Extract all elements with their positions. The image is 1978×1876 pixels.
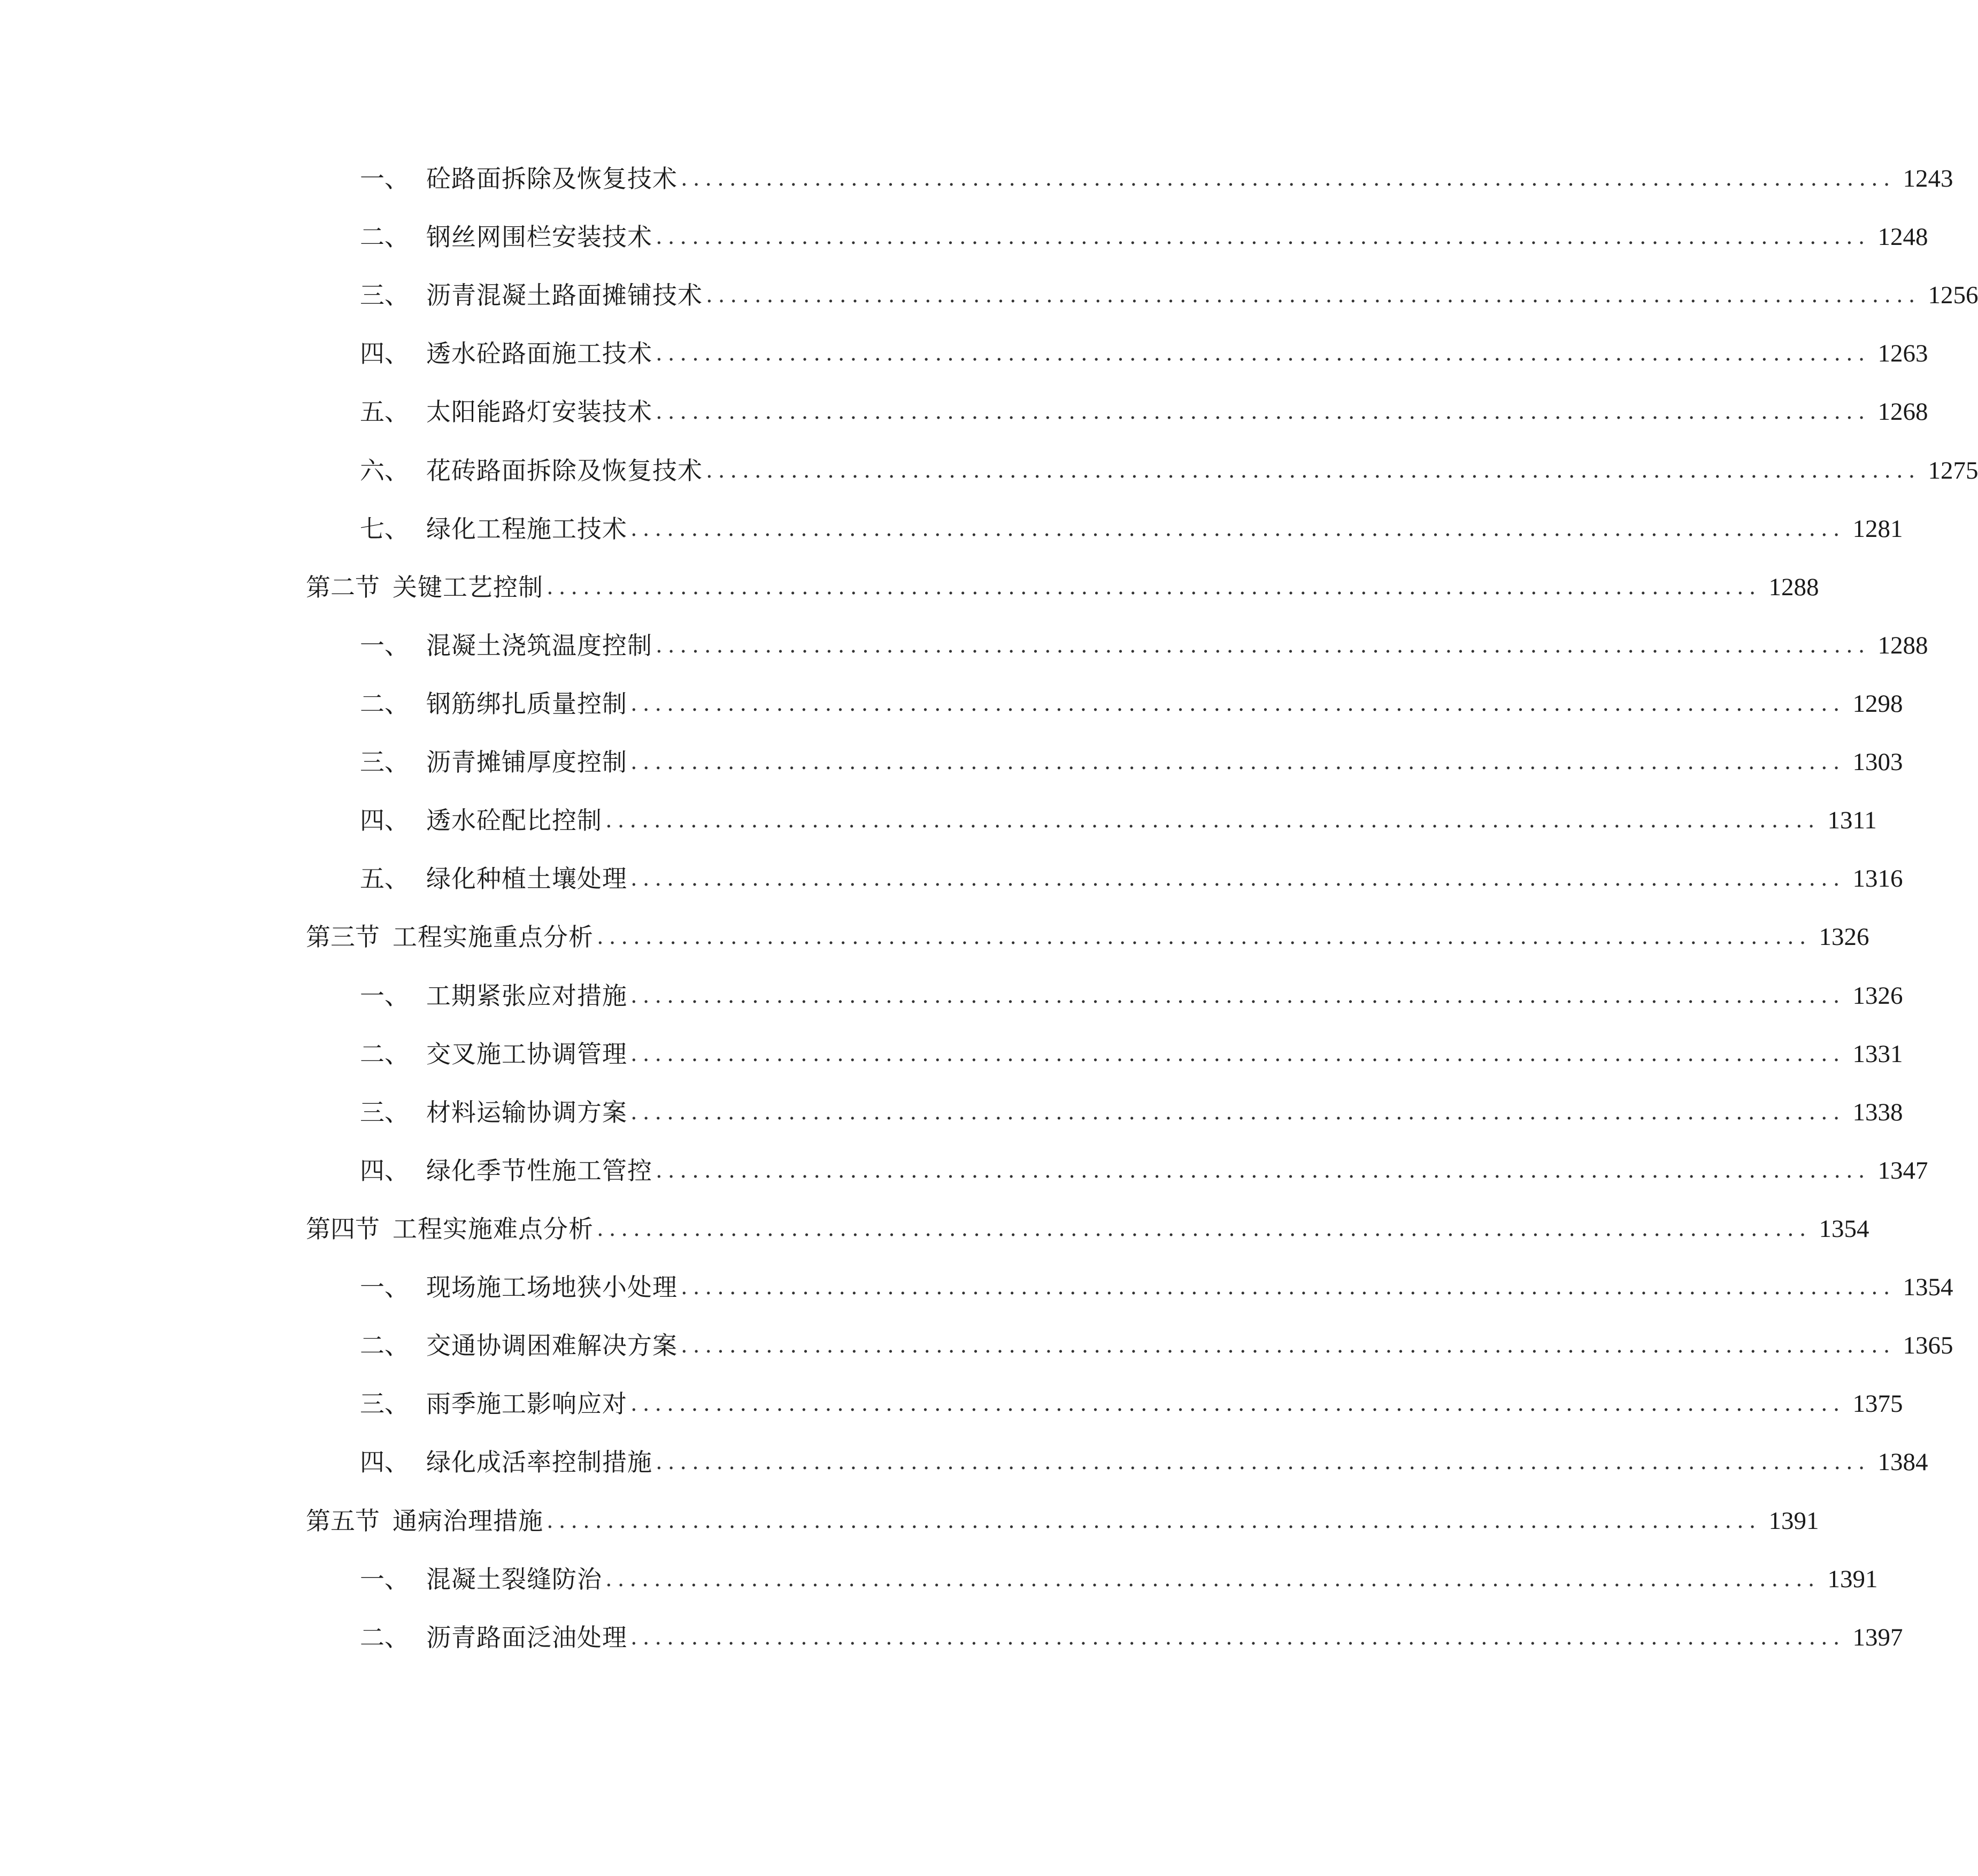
toc-leader-dots: .................................................................................................... (656, 1450, 1871, 1474)
toc-leader-dots: .................................................................................................... (656, 633, 1871, 658)
toc-entry-page: 1263 (1877, 340, 1928, 367)
toc-entry-marker: 三、 (360, 748, 409, 776)
toc-entry-marker: 二、 (360, 1040, 409, 1068)
toc-leader-dots: .................................................................................................... (656, 399, 1871, 424)
toc-entry-page: 1384 (1877, 1448, 1928, 1476)
toc-section-title: 关键工艺控制 (392, 573, 543, 602)
toc-entry[interactable] (360, 1091, 1903, 1134)
toc-entry-marker: 一、 (360, 1565, 409, 1594)
toc-entry-marker: 五、 (360, 397, 409, 426)
toc-section-page: 1326 (1819, 923, 1869, 951)
toc-entry[interactable] (360, 1033, 1903, 1075)
toc-leader-dots: .................................................................................................... (681, 166, 1896, 191)
toc-entry-page: 1365 (1903, 1332, 1953, 1359)
toc-section-page: 1391 (1768, 1507, 1819, 1535)
toc-leader-dots: .................................................................................................... (656, 225, 1871, 249)
toc-section[interactable] (306, 1500, 1819, 1542)
toc-entry-title: 钢丝网围栏安装技术 (426, 222, 652, 251)
toc-entry-page: 1316 (1852, 865, 1903, 893)
toc-entry-title: 透水砼路面施工技术 (426, 339, 652, 368)
toc-entry-title: 交叉施工协调管理 (426, 1040, 627, 1068)
toc-leader-dots: .................................................................................................... (630, 517, 1845, 541)
toc-entry-marker: 五、 (360, 864, 409, 893)
toc-entry-page: 1338 (1852, 1098, 1903, 1126)
toc-entry[interactable] (360, 216, 1928, 258)
toc-entry-title: 沥青摊铺厚度控制 (426, 748, 627, 776)
toc-leader-dots: .................................................................................................... (597, 1217, 1812, 1241)
toc-entry-title: 钢筋绑扎质量控制 (426, 689, 627, 718)
toc-entry-marker: 四、 (360, 339, 409, 368)
toc-entry[interactable] (360, 682, 1903, 725)
toc-entry-title: 雨季施工影响应对 (426, 1389, 627, 1418)
toc-entry[interactable] (360, 1149, 1928, 1192)
toc-entry[interactable] (360, 974, 1903, 1017)
toc-entry-title: 透水砼配比控制 (426, 806, 602, 835)
toc-entry[interactable] (360, 332, 1928, 375)
toc-entry-page: 1248 (1877, 223, 1928, 251)
toc-entry-page: 1281 (1852, 515, 1903, 543)
toc-leader-dots: .................................................................................................... (597, 925, 1812, 949)
toc-entry-marker: 三、 (360, 281, 409, 310)
toc-entry[interactable] (360, 1382, 1903, 1425)
toc-entry-title: 混凝土浇筑温度控制 (426, 631, 652, 660)
toc-entry-marker: 二、 (360, 1623, 409, 1652)
toc-entry[interactable] (360, 1558, 1878, 1601)
toc-entry-title: 砼路面拆除及恢复技术 (426, 164, 678, 193)
toc-section-title: 通病治理措施 (392, 1506, 543, 1535)
toc-entry-marker: 三、 (360, 1389, 409, 1418)
toc-section-marker: 第五节 (306, 1506, 380, 1535)
toc-entry[interactable] (360, 741, 1903, 783)
toc-section-page: 1354 (1819, 1215, 1869, 1243)
toc-entry-page: 1311 (1827, 806, 1877, 834)
toc-section[interactable] (306, 566, 1819, 609)
toc-entry[interactable] (360, 390, 1928, 433)
toc-entry-page: 1288 (1877, 632, 1928, 659)
toc-entry-title: 花砖路面拆除及恢复技术 (426, 456, 703, 485)
toc-entry-title: 混凝土裂缝防治 (426, 1565, 602, 1594)
toc-entry-title: 工期紧张应对措施 (426, 981, 627, 1010)
toc-leader-dots: .................................................................................................... (681, 1333, 1896, 1358)
toc-section[interactable] (306, 916, 1869, 958)
toc-leader-dots: .................................................................................................... (547, 575, 1761, 599)
toc-entry-title: 太阳能路灯安装技术 (426, 397, 652, 426)
toc-entry-title: 绿化工程施工技术 (426, 514, 627, 543)
toc-entry-title: 材料运输协调方案 (426, 1098, 627, 1127)
toc-leader-dots: .................................................................................................... (605, 1567, 1820, 1591)
toc-entry[interactable] (360, 1616, 1903, 1659)
toc-leader-dots: .................................................................................................... (656, 1158, 1871, 1183)
toc-entry-marker: 一、 (360, 164, 409, 193)
toc-leader-dots: .................................................................................................... (706, 458, 1921, 483)
toc-entry[interactable] (360, 157, 1953, 200)
toc-leader-dots: .................................................................................................... (656, 341, 1871, 366)
toc-entry-page: 1256 (1928, 281, 1978, 309)
toc-entry-marker: 一、 (360, 1273, 409, 1302)
toc-leader-dots: .................................................................................................... (630, 1042, 1845, 1066)
toc-leader-dots: .................................................................................................... (681, 1275, 1896, 1300)
toc-entry-marker: 一、 (360, 981, 409, 1010)
toc-entry-page: 1303 (1852, 748, 1903, 776)
toc-section-marker: 第二节 (306, 573, 380, 602)
toc-entry-marker: 四、 (360, 1156, 409, 1185)
toc-section-title: 工程实施难点分析 (392, 1214, 594, 1243)
toc-entry-page: 1298 (1852, 690, 1903, 718)
toc-entry[interactable] (360, 274, 1978, 317)
toc-entry-marker: 二、 (360, 222, 409, 251)
toc-entry-page: 1347 (1877, 1157, 1928, 1185)
toc-entry-marker: 四、 (360, 806, 409, 835)
toc-entry-page: 1268 (1877, 398, 1928, 426)
toc-leader-dots: .................................................................................................... (630, 691, 1845, 716)
toc-entry-page: 1354 (1903, 1273, 1953, 1301)
toc-leader-dots: .................................................................................................... (630, 983, 1845, 1008)
toc-entry-page: 1331 (1852, 1040, 1903, 1068)
toc-leader-dots: .................................................................................................... (605, 808, 1820, 833)
toc-entry-title: 交通协调困难解决方案 (426, 1331, 678, 1360)
toc-leader-dots: .................................................................................................... (630, 750, 1845, 774)
toc-leader-dots: .................................................................................................... (630, 1391, 1845, 1416)
toc-entry-marker: 二、 (360, 689, 409, 718)
toc-entry-marker: 一、 (360, 631, 409, 660)
toc-entry[interactable] (360, 799, 1877, 842)
toc-leader-dots: .................................................................................................... (630, 1100, 1845, 1125)
toc-entry[interactable] (360, 1266, 1953, 1309)
toc-entry-page: 1375 (1852, 1390, 1903, 1418)
toc-entry-marker: 二、 (360, 1331, 409, 1360)
toc-entry-title: 沥青混凝土路面摊铺技术 (426, 281, 703, 310)
toc-entry-title: 绿化成活率控制措施 (426, 1448, 652, 1477)
toc-section[interactable] (306, 1208, 1869, 1250)
toc-section-marker: 第四节 (306, 1214, 380, 1243)
toc-entry-marker: 四、 (360, 1448, 409, 1477)
toc-entry-title: 现场施工场地狭小处理 (426, 1273, 678, 1302)
toc-leader-dots: .................................................................................................... (630, 866, 1845, 891)
toc-entry-marker: 七、 (360, 514, 409, 543)
toc-leader-dots: .................................................................................................... (547, 1509, 1761, 1533)
toc-entry[interactable] (360, 508, 1903, 550)
toc-leader-dots: .................................................................................................... (706, 283, 1921, 307)
toc-entry-page: 1326 (1852, 982, 1903, 1010)
toc-entry[interactable] (360, 1324, 1953, 1367)
toc-leader-dots: .................................................................................................... (630, 1625, 1845, 1650)
toc-entry-page: 1391 (1827, 1565, 1878, 1593)
toc-entry[interactable] (360, 449, 1978, 492)
toc-section-page: 1288 (1768, 573, 1819, 601)
toc-entry-title: 绿化种植土壤处理 (426, 864, 627, 893)
toc-section-title: 工程实施重点分析 (392, 922, 594, 951)
toc-entry-marker: 三、 (360, 1098, 409, 1127)
toc-entry[interactable] (360, 857, 1903, 900)
toc-section-marker: 第三节 (306, 922, 380, 951)
toc-entry-marker: 六、 (360, 456, 409, 485)
toc-entry[interactable] (360, 1441, 1928, 1483)
toc-entry-page: 1397 (1852, 1624, 1903, 1651)
toc-entry-page: 1243 (1903, 165, 1953, 193)
toc-entry-page: 1275 (1928, 457, 1978, 485)
toc-entry-title: 绿化季节性施工管控 (426, 1156, 652, 1185)
toc-entry-title: 沥青路面泛油处理 (426, 1623, 627, 1652)
toc-entry[interactable] (360, 624, 1928, 667)
